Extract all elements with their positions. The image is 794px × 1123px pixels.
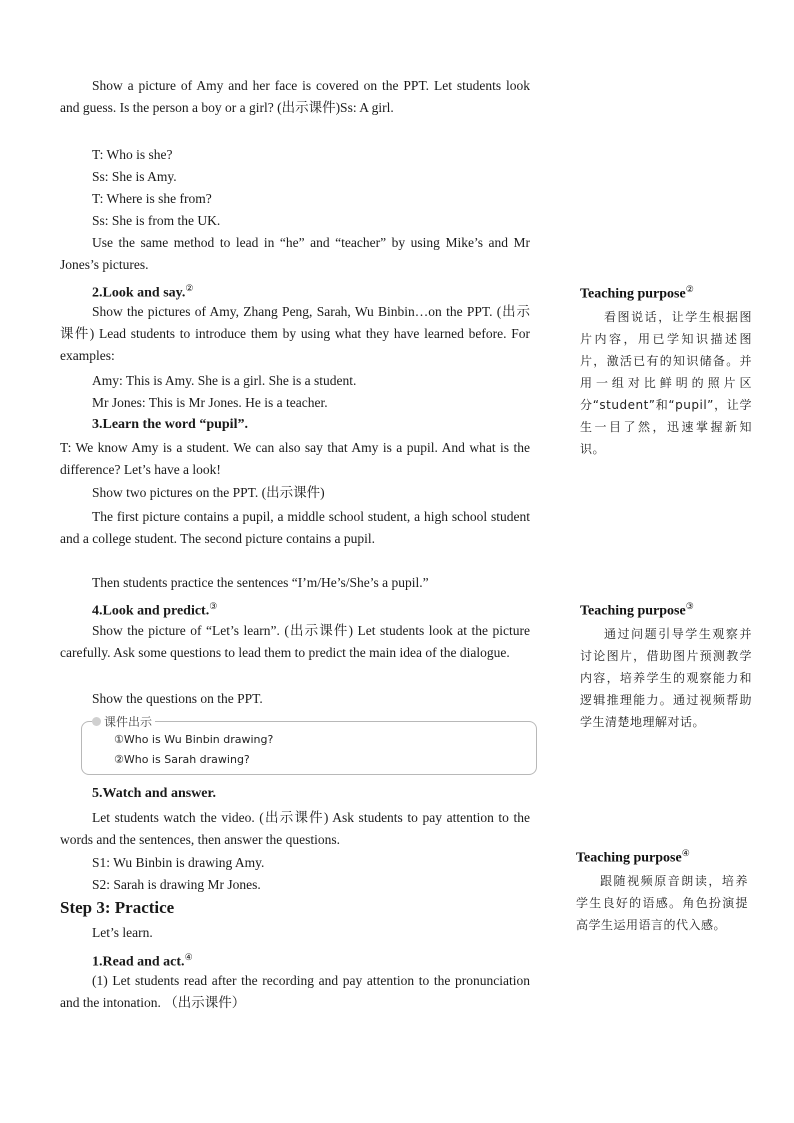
dialogue-line: T: Where is she from? [92,191,212,206]
courseware-question-box [81,715,537,775]
footnote-marker: ② [685,284,694,294]
lets-learn-line: Let’s learn. [92,925,153,940]
learn-word-paragraph: The first picture contains a pupil, a middle school student, a high school student and a college student. The second picture contains a pupil. [60,509,530,546]
footnote-marker: ④ [681,848,690,858]
learn-word-paragraph: Then students practice the sentences “I’m/He’s/She’s a pupil.” [92,575,429,590]
footnote-marker: ③ [209,601,218,611]
courseware-question: ②Who is Sarah drawing? [114,753,250,766]
teaching-purpose-note [576,842,748,936]
footnote-marker: ③ [685,601,694,611]
section-heading-learn-word: 3.Learn the word “pupil”. [92,417,248,432]
watch-and-answer-paragraph: Let students watch the video. (出示课件) Ask students to pay attention to the words and the sentences, then answer the questions. [60,810,530,847]
footnote-marker: ② [185,283,194,293]
read-and-act-paragraph: (1) Let students read after the recording and pay attention to the pronunciation and the intonation. （出示课件） [60,973,530,1010]
dialogue-line: Ss: She is from the UK. [92,213,221,228]
dialogue-line: Ss: She is Amy. [92,169,177,184]
section-heading-look-and-say: 2.Look and say.② [92,283,194,301]
dialogue-line: T: Who is she? [92,147,173,162]
section-heading-look-and-predict: 4.Look and predict.③ [92,601,218,619]
step-heading-practice: Step 3: Practice [60,898,175,917]
courseware-question: ①Who is Wu Binbin drawing? [114,733,274,746]
look-and-predict-paragraph: Show the picture of “Let’s learn”. (出示课件) Let students look at the picture carefully. Ask some questions to lead them to predict the main idea of the dialogue. [60,623,530,660]
teaching-purpose-note [580,595,752,733]
teaching-purpose-title: Teaching purpose② [580,284,694,302]
intro-paragraph: Show a picture of Amy and her face is covered on the PPT. Let students look and guess. Is the person a boy or a girl? (出示课件)Ss: A girl. [60,78,530,115]
teaching-purpose-note [580,278,752,460]
footnote-marker: ④ [184,952,193,962]
answer-line: S1: Wu Binbin is drawing Amy. [92,855,265,870]
look-and-say-paragraph: Show the pictures of Amy, Zhang Peng, Sarah, Wu Binbin…on the PPT. (出示课件) Lead students to introduce them by using what they have learned before. For examples: [60,304,530,363]
teaching-purpose-text: 跟随视频原音朗读，培养学生良好的语感。角色扮演提高学生运用语言的代入感。 [576,873,748,932]
example-line: Mr Jones: This is Mr Jones. He is a teacher. [92,395,328,410]
example-line: Amy: This is Amy. She is a girl. She is a student. [92,373,357,388]
teaching-purpose-title: Teaching purpose③ [580,601,694,619]
look-and-predict-paragraph: Show the questions on the PPT. [92,691,263,706]
learn-word-paragraph: T: We know Amy is a student. We can also say that Amy is a pupil. And what is the difference? Let’s have a look! [60,440,530,477]
teaching-purpose-text: 通过问题引导学生观察并讨论图片，借助图片预测教学内容，培养学生的观察能力和逻辑推理能力。通过视频帮助学生清楚地理解对话。 [580,626,752,729]
learn-word-paragraph: Show two pictures on the PPT. (出示课件) [92,485,325,500]
teaching-purpose-text: 看图说话，让学生根据图片内容，用已学知识描述图片，激活已有的知识储备。并用一组对比鲜明的照片区分“student”和“pupil”，让学生一目了然，迅速掌握新知识。 [580,309,752,456]
teaching-purpose-title: Teaching purpose④ [576,848,690,866]
section-heading-watch-and-answer: 5.Watch and answer. [92,786,216,801]
bullet-dot-icon [92,717,101,726]
section-heading-read-and-act: 1.Read and act.④ [92,952,193,970]
courseware-label: 课件出示 [92,713,155,730]
lead-in-paragraph: Use the same method to lead in “he” and “teacher” by using Mike’s and Mr Jones’s pictures. [60,235,530,272]
answer-line: S2: Sarah is drawing Mr Jones. [92,877,261,892]
